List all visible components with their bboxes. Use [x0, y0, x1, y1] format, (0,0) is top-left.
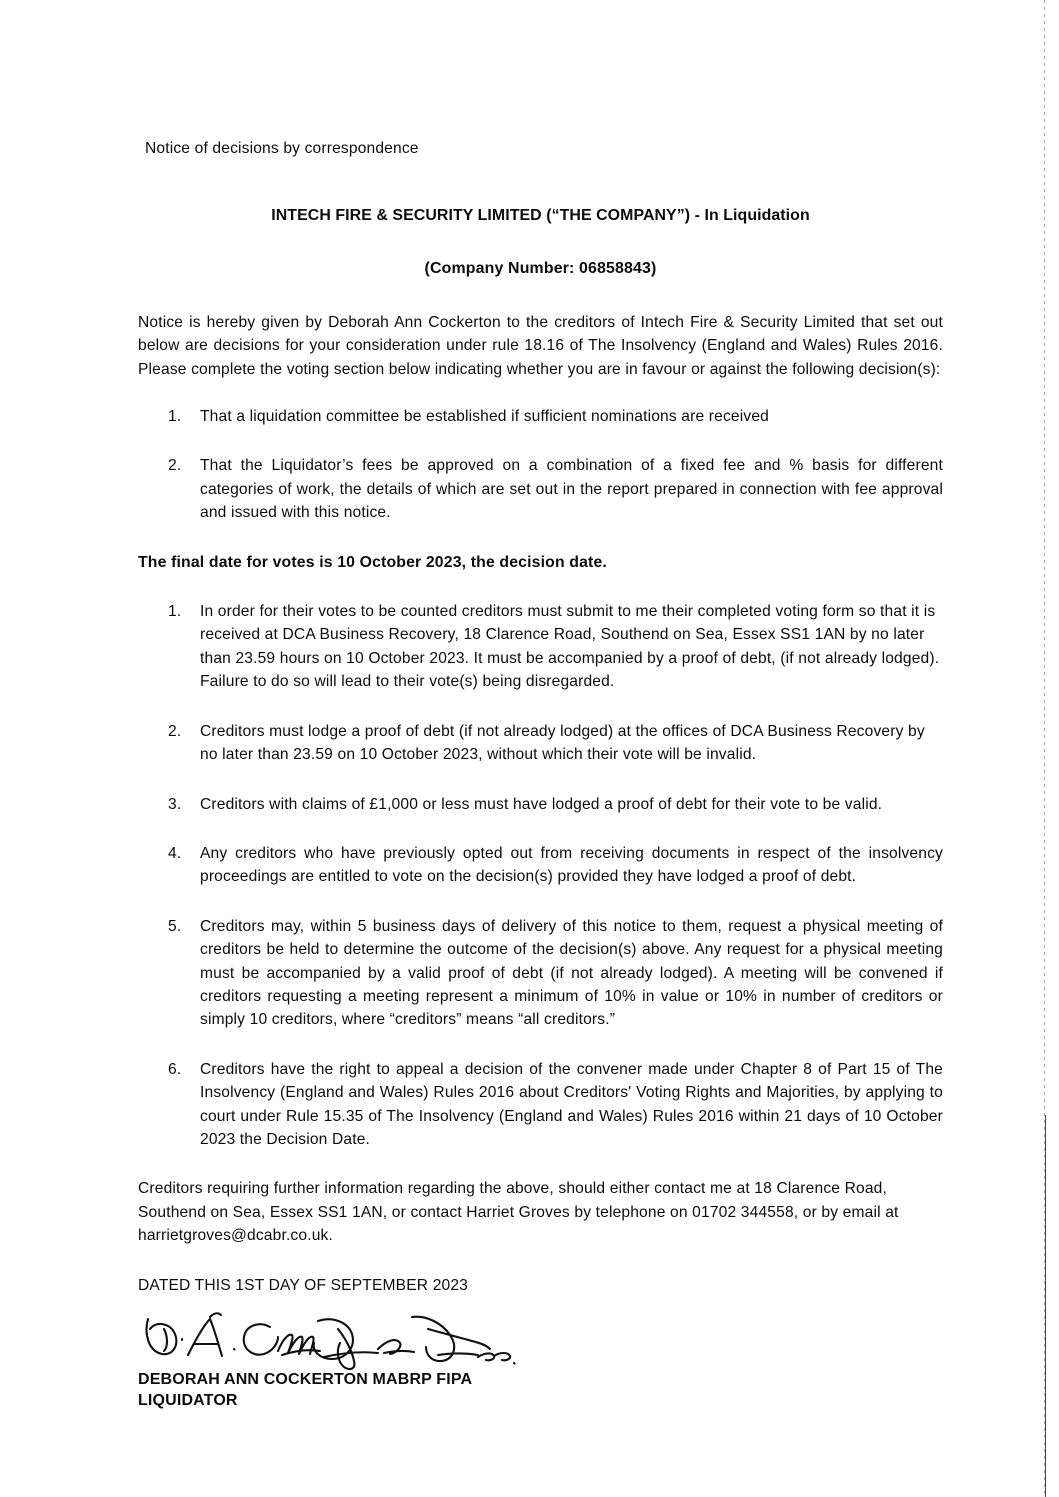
list-item-text: Creditors with claims of £1,000 or less must have lodged a proof of debt for their vote to be valid.: [200, 795, 883, 813]
company-number: (Company Number: 06858843): [424, 260, 657, 278]
list-item: [138, 793, 943, 816]
list-item: [138, 842, 943, 889]
list-item-number: 6.: [168, 1060, 182, 1078]
decisions-list: [138, 405, 943, 525]
list-item-text: In order for their votes to be counted creditors must submit to me their completed voting form so that it is received at DCA Business Recovery, 18 Clarence Road, Southend on Sea, Essex SS1 1AN by no later than 23.59 hours on 10 October 2023. It must be accompanied by a proof of debt, (if not already lodged). Failure to do so will lead to their vote(s) being disregarded.: [200, 603, 940, 691]
final-date-line: The final date for votes is 10 October 2023, the decision date.: [138, 553, 607, 571]
list-item-number: 1.: [168, 408, 182, 426]
signer-name: DEBORAH ANN COCKERTON MABRP FIPA: [138, 1371, 473, 1388]
page-title: INTECH FIRE & SECURITY LIMITED (“THE COMPANY”) - In Liquidation: [271, 207, 810, 224]
intro-paragraph: Notice is hereby given by Deborah Ann Cockerton to the creditors of Intech Fire & Security Limited that set out below are decisions for your consideration under rule 18.16 of The Insolvency (England and Wales) Rules 2016. Please complete the voting section below indicating whether you are in favour or against the following decision(s):: [138, 313, 943, 378]
list-item-text: Creditors have the right to appeal a decision of the convener made under Chapter 8 of Part 15 of The Insolvency (England and Wales) Rules 2016 about Creditors' Voting Rights and Majorities, by applying to court under Rule 15.35 of The Insolvency (England and Wales) Rules 2016 within 21 days of 10 October 2023 the Decision Date.: [200, 1060, 943, 1148]
list-item-text: That a liquidation committee be established if sufficient nominations are received: [200, 408, 769, 426]
list-item: [138, 915, 943, 1032]
list-item-number: 4.: [168, 844, 182, 862]
list-item: [138, 405, 943, 428]
list-item: [138, 600, 943, 694]
procedure-list: [138, 600, 943, 1151]
list-item-text: That the Liquidator’s fees be approved on a combination of a fixed fee and % basis for different categories of work, the details of which are set out in the report prepared in connection with fee approval and issued with this notice.: [200, 457, 943, 522]
signature: [142, 1301, 943, 1369]
list-item-number: 1.: [168, 603, 182, 621]
document-content: [138, 138, 943, 1411]
list-item: [138, 720, 943, 767]
list-item-text: Creditors must lodge a proof of debt (if not already lodged) at the offices of DCA Business Recovery by no later than 23.59 on 10 October 2023, without which their vote will be invalid.: [200, 722, 925, 764]
list-item-number: 2.: [168, 722, 182, 740]
list-item: [138, 454, 943, 524]
list-item: [138, 1058, 943, 1152]
handwritten-signature-icon: [142, 1299, 532, 1371]
scan-artifact-line-lower: [1045, 1115, 1046, 1497]
dated-line: DATED THIS 1ST DAY OF SEPTEMBER 2023: [138, 1276, 469, 1294]
list-item-number: 2.: [168, 457, 182, 475]
list-item-number: 3.: [168, 795, 182, 813]
notice-kicker: Notice of decisions by correspondence: [145, 140, 419, 157]
list-item-text: Creditors may, within 5 business days of delivery of this notice to them, request a physical meeting of creditors be held to determine the outcome of the decision(s) above. Any request for a physical meeting must be accompanied by a valid proof of debt (if not already lodged). A meeting will be convened if creditors requesting a meeting represent a minimum of 10% in value or 10% in number of creditors or simply 10 creditors, where “creditors” means “all creditors.”: [200, 917, 943, 1029]
list-item-text: Any creditors who have previously opted out from receiving documents in respect of the insolvency proceedings are entitled to vote on the decision(s) provided they have lodged a proof of debt.: [200, 844, 943, 886]
list-item-number: 5.: [168, 917, 182, 935]
signer-role: LIQUIDATOR: [138, 1392, 238, 1409]
closing-paragraph: Creditors requiring further information regarding the above, should either contact me at 18 Clarence Road, Southend on Sea, Essex SS1 1AN, or contact Harriet Groves by telephone on 01702 344558, or by email at harrietgroves@dcabr.co.uk.: [138, 1180, 899, 1245]
